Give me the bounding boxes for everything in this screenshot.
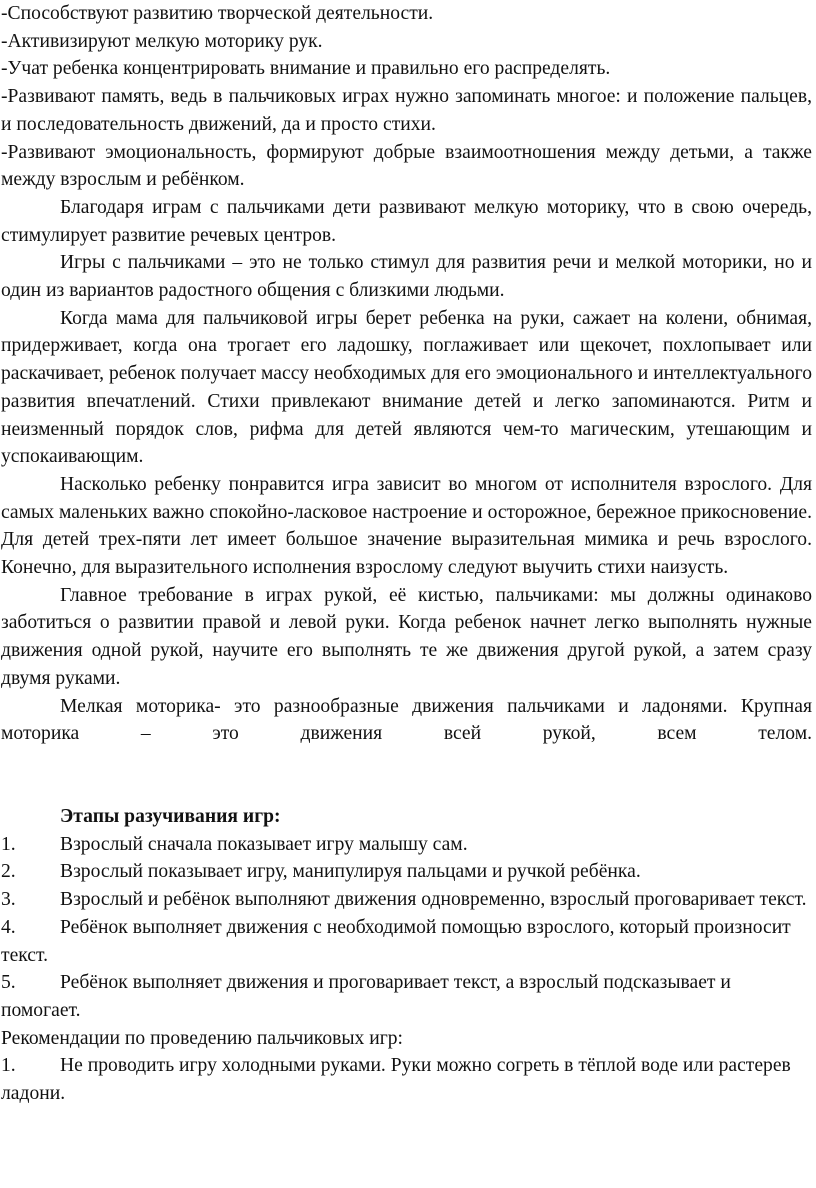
list-item xyxy=(1,858,812,886)
intro-line: -Развивают эмоциональность, формируют добрые взаимоотношения между детьми, а также между взрослым и ребёнком. xyxy=(1,141,812,191)
list-item xyxy=(1,831,812,859)
list-text: Взрослый и ребёнок выполняют движения одновременно, взрослый проговаривает текст. xyxy=(60,889,807,911)
list-text: Взрослый сначала показывает игру малышу сам. xyxy=(60,833,468,855)
intro-line: -Учат ребенка концентрировать внимание и правильно его распределять. xyxy=(1,58,611,80)
spacer xyxy=(1,748,812,803)
intro-line: -Способствуют развитию творческой деятельности. xyxy=(1,3,434,24)
list-number: 1. xyxy=(1,833,16,855)
intro-line: -Активизируют мелкую моторику рук. xyxy=(1,30,323,52)
list-text: Не проводить игру холодными руками. Руки можно согреть в тёплой воде или растерев ладони. xyxy=(1,1055,791,1105)
stages-list xyxy=(1,831,812,1025)
list-item xyxy=(1,969,812,1024)
paragraph: Игры с пальчиками – это не только стимул для развития речи и мелкой моторики, но и один из вариантов радостного общения с близкими людьми. xyxy=(1,252,812,302)
paragraph: Мелкая моторика- это разнообразные движения пальчиками и ладонями. Крупная моторика – это движения всей рукой, всем телом. xyxy=(1,695,812,745)
stages-heading: Этапы разучивания игр: xyxy=(60,805,281,827)
intro-line: -Развивают память, ведь в пальчиковых играх нужно запоминать многое: и положение пальцев, и последовательность движений, да и просто стихи. xyxy=(1,86,812,135)
list-text: Ребёнок выполняет движения и проговаривает текст, а взрослый подсказывает и помогает. xyxy=(1,972,731,1021)
list-text: Ребёнок выполняет движения с необходимой помощью взрослого, который произносит текст. xyxy=(1,916,791,966)
list-number: 5. xyxy=(1,972,16,994)
paragraph: Насколько ребенку понравится игра зависит во многом от исполнителя взрослого. Для самых маленьких важно спокойно-ласковое настроение и осторожное, бережное прикосновение. Для детей трех-пяти лет имеет большое значение выразительная мимика и речь взрослого. Конечно, для выразительного исполнения взрослому следуют выучить стихи наизусть. xyxy=(1,473,812,579)
recommendations-list xyxy=(1,1052,812,1107)
list-text: Взрослый показывает игру, манипулируя пальцами и ручкой ребёнка. xyxy=(60,861,641,883)
list-item xyxy=(1,886,812,914)
paragraph: Благодаря играм с пальчиками дети развивают мелкую моторику, что в свою очередь, стимулирует развитие речевых центров. xyxy=(1,196,812,246)
list-item xyxy=(1,1052,812,1107)
list-item xyxy=(1,914,812,969)
list-number: 3. xyxy=(1,889,16,911)
paragraph: Когда мама для пальчиковой игры берет ребенка на руки, сажает на колени, обнимая, придерживает, когда она трогает его ладошку, поглаживает или щекочет, похлопывает или раскачивает, ребенок получает массу необходимых для его эмоционального и интеллектуального развития впечатлений. Стихи привлекают внимание детей и легко запоминаются. Ритм и неизменный порядок слов, рифма для детей являются чем-то магическим, утешающим и успокаивающим. xyxy=(1,307,812,468)
recommendations-heading: Рекомендации по проведению пальчиковых игр: xyxy=(1,1027,404,1049)
list-number: 2. xyxy=(1,861,16,883)
list-number: 4. xyxy=(1,916,16,938)
list-number: 1. xyxy=(1,1055,16,1077)
paragraph: Главное требование в играх рукой, её кистью, пальчиками: мы должны одинаково заботиться о развитии правой и левой руки. Когда ребенок начнет легко выполнять нужные движения одной рукой, научите его выполнять те же движения другой рукой, а затем сразу двумя руками. xyxy=(1,584,812,689)
